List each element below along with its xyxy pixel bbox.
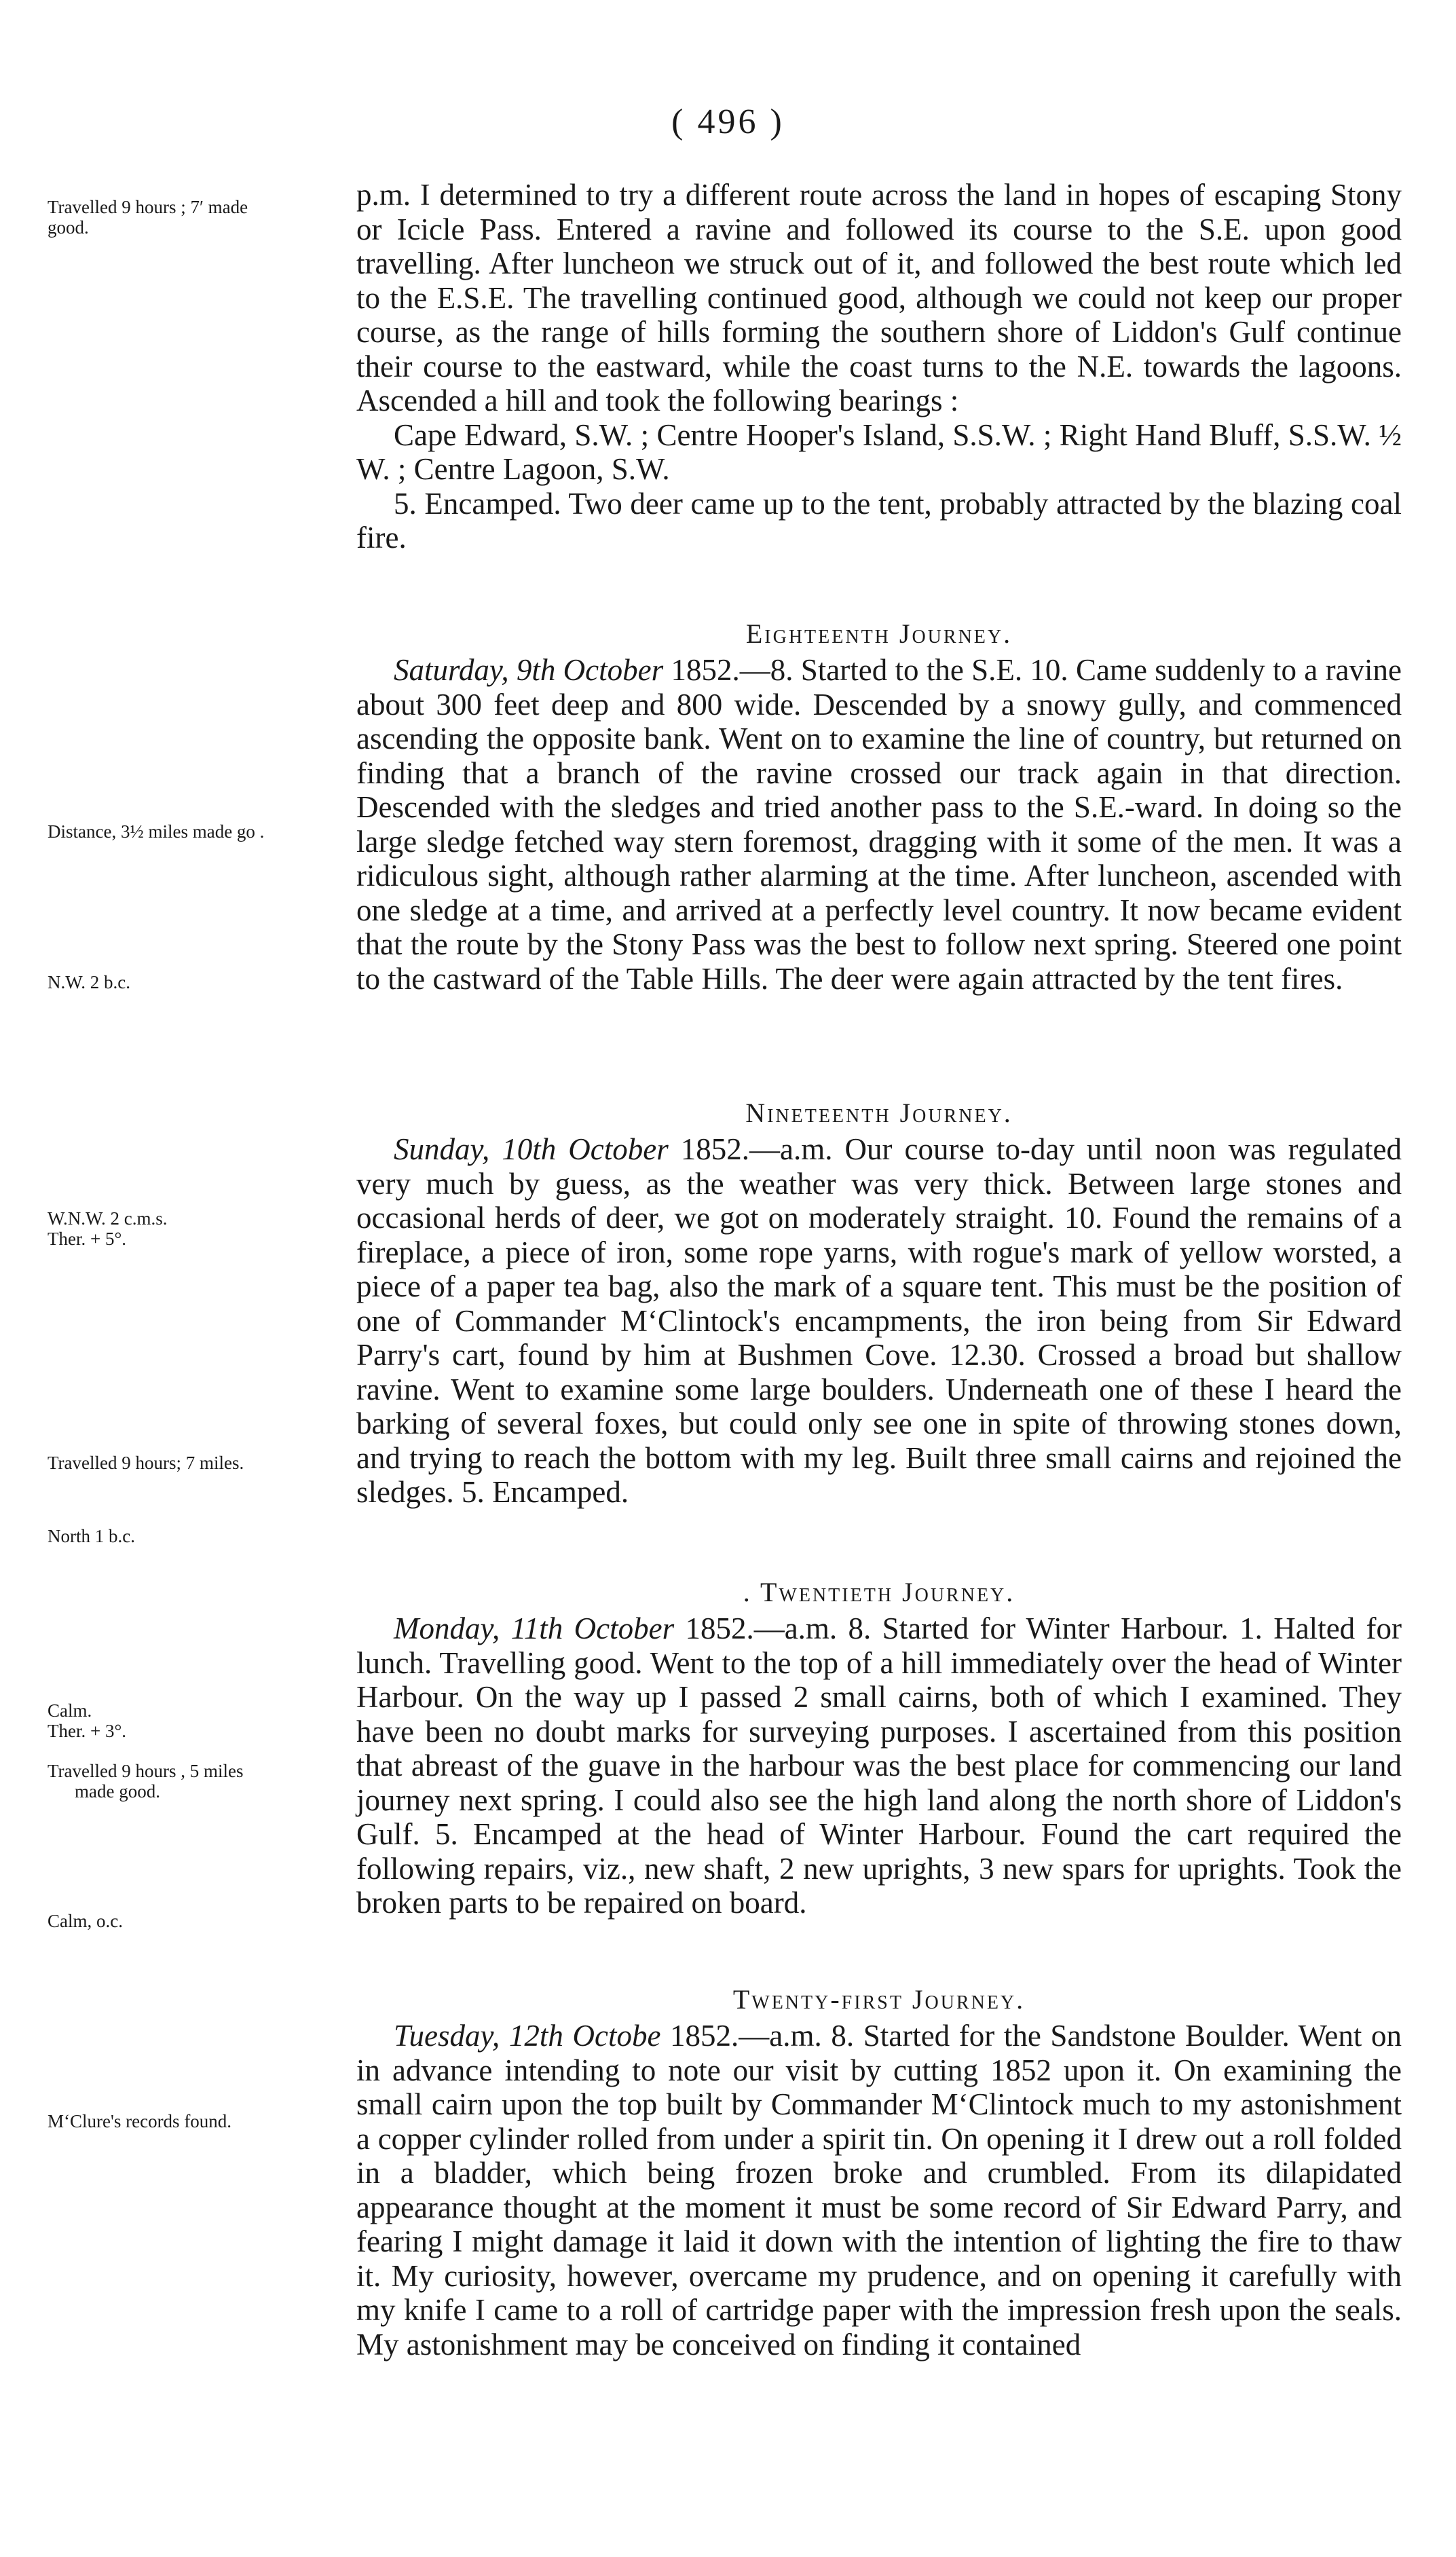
paragraph-text: 1852.—a.m. 8. Started for Winter Harbour. 1. Halted for lunch. Travelling good. Went to the top of a hill immediately over the head of Winter Harbour. On the way up I passed 2 small cairns, both of which I examined. They have been no doubt marks for surveying purposes. I ascertained from this position that abreast of the guave in the harbour was the best place for commencing our land journey next spring. I could also see the high land along the north shore of Liddon's Gulf. 5. Encamped at the head of Winter Harbour. Found the cart required the following repairs, viz., new shaft, 2 new uprights, 3 new spars for uprights. Took the broken parts to be repaired on board. — [356, 1611, 1402, 1920]
margin-note-line: M‘Clure's records found. — [48, 2111, 232, 2131]
margin-note — [48, 2111, 346, 2131]
paragraph-text: 1852.—a.m. 8. Started for the Sandstone Boulder. Went on in advance intending to note our visit by cutting 1852 upon it. On examining the small cairn upon the top built by Commander M‘Clintock much to my astonishment a copper cylinder rolled from under a spirit tin. On opening it I drew out a roll folded in a bladder, which being frozen broke and crumbled. From its dilapidated appearance thought at the moment it must be some record of Sir Edward Parry, and fearing I might damage it laid it down with the intention of lighting the fire to thaw it. My curiosity, however, overcame my prudence, and on opening it carefully with my knife I came to a roll of cartridge paper with the impression fresh upon the seals. My astonishment may be conceived on finding it contained — [356, 2019, 1402, 2362]
margin-note-line: Travelled 9 hours , 5 miles — [48, 1761, 244, 1781]
paragraph: Cape Edward, S.W. ; Centre Hooper's Island, S.S.W. ; Right Hand Bluff, S.S.W. ½ W. ; Centre Lagoon, S.W. — [356, 417, 1402, 486]
page-number: ( 496 ) — [671, 102, 785, 141]
section-heading: Twenty-first Journey. — [732, 1984, 1026, 2015]
main-text-block — [356, 1132, 1402, 1510]
margin-note-line: North 1 b.c. — [48, 1526, 135, 1546]
margin-note-line: Calm, o.c. — [48, 1911, 123, 1931]
dateline: Sunday, 10th October — [394, 1132, 669, 1166]
main-text-block — [356, 2019, 1402, 2362]
paragraph — [356, 653, 1402, 996]
paragraph-text: 1852.—8. Started to the S.E. 10. Came suddenly to a ravine about 300 feet deep and 800 wide. Descended by a snowy gully, and commenced ascending the opposite bank. Went on to examine the line of country, but returned on finding that a branch of the ravine crossed our track again in that direction. Descended with the sledges and tried another pass to the S.E.-ward. In doing so the large sledge fetched way stern foremost, dragging with it some of the men. It was a ridiculous sight, although rather alarming at the time. After luncheon, ascended with one sledge at a time, and arrived at a perfectly level country. It now became evident that the route by the Stony Pass was the best to follow next spring. Steered one point to the castward of the Table Hills. The deer were again attracted by the tent fires. — [356, 653, 1402, 996]
dateline: Tuesday, 12th Octobe — [394, 2019, 661, 2053]
dateline: Monday, 11th October — [394, 1611, 675, 1645]
margin-note — [48, 1761, 346, 1802]
margin-note — [48, 197, 346, 238]
section-heading: Nineteenth Journey. — [745, 1098, 1013, 1128]
section-heading: . Twentieth Journey. — [743, 1577, 1015, 1607]
margin-note-line: Travelled 9 hours ; 7′ made — [48, 197, 248, 217]
margin-note — [48, 1208, 346, 1249]
paragraph-text: 1852.—a.m. Our course to-day until noon was regulated very much by guess, as the weather was very thick. Between large stones and occasional herds of deer, we got on moderately straight. 10. Found the remains of a fireplace, a piece of iron, some rope yarns, with rogue's mark of yellow worsted, a piece of a paper tea bag, also the mark of a square tent. This must be the position of one of Commander M‘Clintock's encampments, the iron being from Sir Edward Parry's cart, found by him at Bushmen Cove. 12.30. Crossed a broad but shallow ravine. Went to examine some large boulders. Underneath one of these I heard the barking of several foxes, but could only see one in spite of throwing stones down, and trying to reach the bottom with my leg. Built three small cairns and rejoined the sledges. 5. Encamped. — [356, 1132, 1402, 1509]
paragraph: p.m. I determined to try a different route across the land in hopes of escaping Stony or Icicle Pass. Entered a ravine and followed its course to the S.E. upon good travelling. After luncheon we struck out of it, and followed the best route which led to the E.S.E. The travelling continued good, although we could not keep our proper course, as the range of hills forming the southern shore of Liddon's Gulf continue their course to the eastward, while the coast turns to the N.E. towards the lagoons. Ascended a hill and took the following bearings : — [356, 178, 1402, 417]
margin-note-line: Travelled 9 hours; 7 miles. — [48, 1453, 244, 1473]
margin-note — [48, 821, 346, 842]
margin-note-line: Distance, 3½ miles made go . — [48, 821, 265, 842]
margin-note — [48, 1453, 346, 1473]
section-heading: Eighteenth Journey. — [745, 618, 1013, 649]
paragraph: 5. Encamped. Two deer came up to the tent, probably attracted by the blazing coal fire. — [356, 486, 1402, 555]
margin-note — [48, 1700, 346, 1741]
margin-note-line: W.N.W. 2 c.m.s. — [48, 1208, 168, 1229]
margin-note-line: made good. — [75, 1781, 160, 1802]
paragraph — [356, 1132, 1402, 1510]
margin-note — [48, 972, 346, 992]
margin-note — [48, 1911, 346, 1931]
paragraph — [356, 2019, 1402, 2362]
margin-note-line: N.W. 2 b.c. — [48, 972, 130, 992]
main-text-block — [356, 1611, 1402, 1920]
paragraph — [356, 1611, 1402, 1920]
margin-note-line: Calm. — [48, 1700, 92, 1721]
main-text-block — [356, 653, 1402, 996]
margin-note-line: good. — [48, 217, 89, 238]
margin-note — [48, 1526, 346, 1546]
main-text-block — [356, 178, 1402, 555]
margin-note-line: Ther. + 3°. — [48, 1721, 127, 1741]
margin-note-line: Ther. + 5°. — [48, 1229, 127, 1249]
dateline: Saturday, 9th October — [394, 653, 664, 687]
